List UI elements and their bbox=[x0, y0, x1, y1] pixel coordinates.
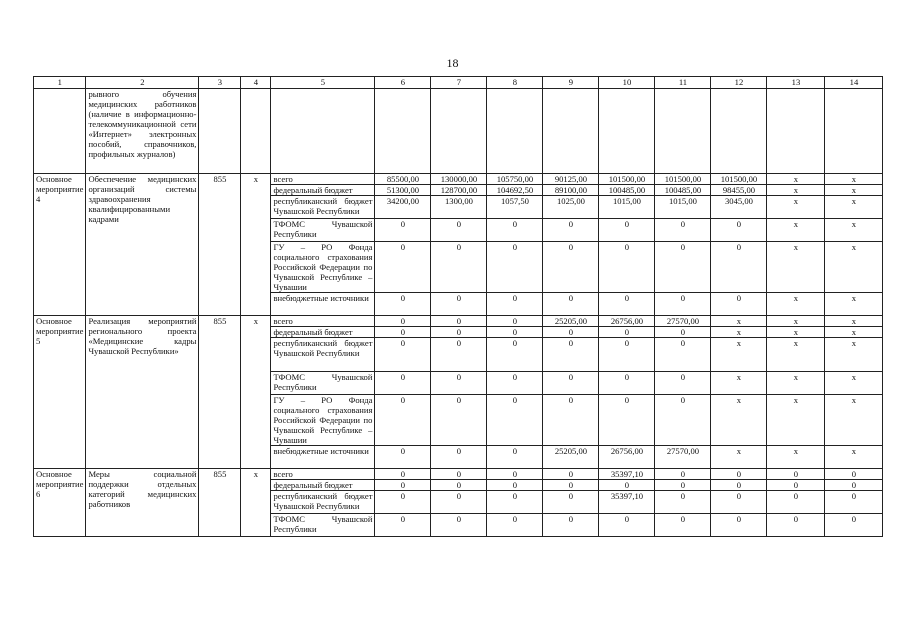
value-cell: 0 bbox=[711, 219, 767, 242]
column-number: 13 bbox=[767, 77, 825, 89]
value-cell: 0 bbox=[711, 491, 767, 514]
value-cell: 0 bbox=[375, 327, 431, 338]
value-cell: x bbox=[711, 327, 767, 338]
value-cell: 0 bbox=[431, 480, 487, 491]
measure-description: Реализация мероприятий регионального проекта «Медицинские кадры Чувашской Республики» bbox=[86, 316, 199, 469]
funding-source: ТФОМС Чувашской Республики bbox=[271, 219, 375, 242]
column-number: 8 bbox=[487, 77, 543, 89]
column-number: 12 bbox=[711, 77, 767, 89]
cell bbox=[431, 89, 487, 174]
value-cell: 85500,00 bbox=[375, 174, 431, 185]
value-cell: 0 bbox=[487, 242, 543, 293]
cell bbox=[767, 89, 825, 174]
value-cell: 0 bbox=[711, 469, 767, 480]
measure-name: Основное мероприятие 6 bbox=[34, 469, 86, 537]
column-number: 3 bbox=[199, 77, 241, 89]
value-cell: 0 bbox=[655, 293, 711, 316]
value-cell: 0 bbox=[487, 395, 543, 446]
value-cell: x bbox=[767, 338, 825, 372]
value-cell: 0 bbox=[375, 491, 431, 514]
value-cell: 0 bbox=[375, 219, 431, 242]
value-cell: x bbox=[825, 446, 883, 469]
cell bbox=[199, 89, 241, 174]
value-cell: x bbox=[825, 185, 883, 196]
cell bbox=[599, 89, 655, 174]
continuation-row bbox=[34, 89, 883, 174]
value-cell: 130000,00 bbox=[431, 174, 487, 185]
value-cell: 0 bbox=[375, 242, 431, 293]
value-cell: 0 bbox=[431, 491, 487, 514]
value-cell: 98455,00 bbox=[711, 185, 767, 196]
value-cell: 0 bbox=[375, 338, 431, 372]
value-cell: 0 bbox=[655, 491, 711, 514]
value-cell: 27570,00 bbox=[655, 446, 711, 469]
value-cell: 101500,00 bbox=[655, 174, 711, 185]
value-cell: x bbox=[767, 185, 825, 196]
value-cell: 0 bbox=[375, 469, 431, 480]
value-cell: 0 bbox=[431, 395, 487, 446]
value-cell: x bbox=[711, 338, 767, 372]
value-cell: 0 bbox=[655, 395, 711, 446]
value-cell: 0 bbox=[767, 480, 825, 491]
cell bbox=[655, 89, 711, 174]
value-cell: x bbox=[767, 196, 825, 219]
value-cell: x bbox=[767, 327, 825, 338]
value-cell: 0 bbox=[487, 293, 543, 316]
budget-table bbox=[33, 76, 883, 537]
cell bbox=[241, 89, 271, 174]
column-number: 14 bbox=[825, 77, 883, 89]
value-cell: 0 bbox=[543, 372, 599, 395]
funding-source: республиканский бюджет Чувашской Республики bbox=[271, 491, 375, 514]
value-cell: 25205,00 bbox=[543, 446, 599, 469]
value-cell: 0 bbox=[599, 514, 655, 537]
funding-source: внебюджетные источники bbox=[271, 293, 375, 316]
value-cell: 0 bbox=[825, 469, 883, 480]
value-cell: 0 bbox=[487, 514, 543, 537]
measure-description: Обеспечение медицинских организаций системы здравоохранения квалифицированными кадрами bbox=[86, 174, 199, 316]
value-cell: 0 bbox=[711, 293, 767, 316]
value-cell: 101500,00 bbox=[711, 174, 767, 185]
value-cell: x bbox=[767, 446, 825, 469]
value-cell: 0 bbox=[655, 327, 711, 338]
value-cell: 0 bbox=[487, 491, 543, 514]
column-number: 11 bbox=[655, 77, 711, 89]
value-cell: 0 bbox=[543, 480, 599, 491]
value-cell: x bbox=[825, 219, 883, 242]
value-cell: 100485,00 bbox=[655, 185, 711, 196]
measure-description: Меры социальной поддержки отдельных категорий медицинских работников bbox=[86, 469, 199, 537]
value-cell: 0 bbox=[599, 219, 655, 242]
value-cell: 0 bbox=[375, 395, 431, 446]
value-cell: 0 bbox=[375, 316, 431, 327]
value-cell: 0 bbox=[655, 480, 711, 491]
value-cell: 0 bbox=[375, 514, 431, 537]
value-cell: 25205,00 bbox=[543, 316, 599, 327]
value-cell: 0 bbox=[543, 242, 599, 293]
table-row bbox=[34, 469, 883, 480]
value-cell: 0 bbox=[599, 338, 655, 372]
value-cell: 0 bbox=[543, 219, 599, 242]
value-cell: 0 bbox=[543, 327, 599, 338]
value-cell: 0 bbox=[599, 395, 655, 446]
value-cell: x bbox=[711, 395, 767, 446]
value-cell: 0 bbox=[825, 514, 883, 537]
value-cell: 35397,10 bbox=[599, 469, 655, 480]
value-cell: 0 bbox=[825, 491, 883, 514]
cell bbox=[34, 89, 86, 174]
value-cell: 0 bbox=[487, 446, 543, 469]
table-row bbox=[34, 316, 883, 327]
measure-col4: x bbox=[241, 174, 271, 316]
value-cell: 0 bbox=[431, 293, 487, 316]
value-cell: 26756,00 bbox=[599, 446, 655, 469]
value-cell: 0 bbox=[711, 242, 767, 293]
value-cell: 0 bbox=[431, 219, 487, 242]
value-cell: 0 bbox=[599, 242, 655, 293]
value-cell: 0 bbox=[767, 514, 825, 537]
value-cell: 0 bbox=[543, 338, 599, 372]
value-cell: x bbox=[711, 446, 767, 469]
cell bbox=[271, 89, 375, 174]
value-cell: 0 bbox=[543, 491, 599, 514]
value-cell: 0 bbox=[487, 327, 543, 338]
value-cell: 0 bbox=[431, 316, 487, 327]
header-row bbox=[34, 77, 883, 89]
value-cell: x bbox=[825, 242, 883, 293]
measure-code: 855 bbox=[199, 469, 241, 537]
value-cell: 0 bbox=[655, 242, 711, 293]
value-cell: 90125,00 bbox=[543, 174, 599, 185]
column-number: 1 bbox=[34, 77, 86, 89]
value-cell: 0 bbox=[655, 219, 711, 242]
value-cell: 1300,00 bbox=[431, 196, 487, 219]
value-cell: 0 bbox=[431, 242, 487, 293]
value-cell: 0 bbox=[599, 327, 655, 338]
value-cell: 1015,00 bbox=[655, 196, 711, 219]
value-cell: x bbox=[825, 196, 883, 219]
value-cell: 0 bbox=[375, 293, 431, 316]
funding-source: всего bbox=[271, 316, 375, 327]
measure-name: Основное мероприятие 4 bbox=[34, 174, 86, 316]
value-cell: x bbox=[767, 219, 825, 242]
continuation-text: рывного обучения медицинских работников (наличие в информационно-телекоммуникационной сети «Интернет» электронных пособий, справочников, профильных журналов) bbox=[86, 89, 199, 174]
funding-source: федеральный бюджет bbox=[271, 480, 375, 491]
value-cell: 0 bbox=[487, 219, 543, 242]
measure-code: 855 bbox=[199, 316, 241, 469]
measure-col4: x bbox=[241, 316, 271, 469]
value-cell: 0 bbox=[431, 469, 487, 480]
measure-col4: x bbox=[241, 469, 271, 537]
value-cell: x bbox=[825, 174, 883, 185]
column-number: 2 bbox=[86, 77, 199, 89]
value-cell: x bbox=[825, 316, 883, 327]
cell bbox=[711, 89, 767, 174]
value-cell: 0 bbox=[431, 446, 487, 469]
funding-source: ТФОМС Чувашской Республики bbox=[271, 372, 375, 395]
value-cell: 0 bbox=[825, 480, 883, 491]
value-cell: 35397,10 bbox=[599, 491, 655, 514]
value-cell: x bbox=[767, 372, 825, 395]
value-cell: x bbox=[711, 316, 767, 327]
value-cell: 0 bbox=[599, 293, 655, 316]
value-cell: x bbox=[825, 338, 883, 372]
funding-source: федеральный бюджет bbox=[271, 327, 375, 338]
value-cell: 0 bbox=[431, 514, 487, 537]
value-cell: 0 bbox=[543, 469, 599, 480]
value-cell: 0 bbox=[487, 316, 543, 327]
value-cell: 0 bbox=[599, 372, 655, 395]
value-cell: 0 bbox=[487, 372, 543, 395]
value-cell: 101500,00 bbox=[599, 174, 655, 185]
value-cell: 1015,00 bbox=[599, 196, 655, 219]
value-cell: 0 bbox=[711, 480, 767, 491]
funding-source: республиканский бюджет Чувашской Республики bbox=[271, 196, 375, 219]
value-cell: x bbox=[825, 293, 883, 316]
funding-source: ТФОМС Чувашской Республики bbox=[271, 514, 375, 537]
value-cell: 3045,00 bbox=[711, 196, 767, 219]
value-cell: 0 bbox=[543, 293, 599, 316]
value-cell: x bbox=[825, 395, 883, 446]
value-cell: 1025,00 bbox=[543, 196, 599, 219]
value-cell: x bbox=[825, 372, 883, 395]
value-cell: x bbox=[767, 316, 825, 327]
value-cell: x bbox=[767, 293, 825, 316]
value-cell: 51300,00 bbox=[375, 185, 431, 196]
column-number: 10 bbox=[599, 77, 655, 89]
value-cell: 34200,00 bbox=[375, 196, 431, 219]
cell bbox=[543, 89, 599, 174]
measure-name: Основное мероприятие 5 bbox=[34, 316, 86, 469]
value-cell: 89100,00 bbox=[543, 185, 599, 196]
value-cell: 0 bbox=[431, 338, 487, 372]
value-cell: 0 bbox=[543, 395, 599, 446]
funding-source: всего bbox=[271, 174, 375, 185]
value-cell: 100485,00 bbox=[599, 185, 655, 196]
column-number: 5 bbox=[271, 77, 375, 89]
value-cell: 104692,50 bbox=[487, 185, 543, 196]
value-cell: 0 bbox=[431, 327, 487, 338]
value-cell: 26756,00 bbox=[599, 316, 655, 327]
column-number: 7 bbox=[431, 77, 487, 89]
funding-source: республиканский бюджет Чувашской Республики bbox=[271, 338, 375, 372]
value-cell: 0 bbox=[767, 469, 825, 480]
value-cell: 0 bbox=[487, 338, 543, 372]
cell bbox=[825, 89, 883, 174]
value-cell: x bbox=[711, 372, 767, 395]
value-cell: 0 bbox=[375, 446, 431, 469]
column-number: 6 bbox=[375, 77, 431, 89]
column-number: 4 bbox=[241, 77, 271, 89]
funding-source: федеральный бюджет bbox=[271, 185, 375, 196]
table-row bbox=[34, 174, 883, 185]
measure-code: 855 bbox=[199, 174, 241, 316]
value-cell: 0 bbox=[431, 372, 487, 395]
value-cell: 0 bbox=[543, 514, 599, 537]
value-cell: 0 bbox=[767, 491, 825, 514]
value-cell: 0 bbox=[655, 514, 711, 537]
page-number: 18 bbox=[446, 56, 459, 70]
value-cell: 0 bbox=[375, 480, 431, 491]
value-cell: x bbox=[825, 327, 883, 338]
funding-source: ГУ – РО Фонда социального страхования Российской Федерации по Чувашской Республике – Чувашии bbox=[271, 395, 375, 446]
value-cell: 1057,50 bbox=[487, 196, 543, 219]
value-cell: 0 bbox=[487, 469, 543, 480]
value-cell: 0 bbox=[375, 372, 431, 395]
column-number: 9 bbox=[543, 77, 599, 89]
cell bbox=[487, 89, 543, 174]
value-cell: 0 bbox=[711, 514, 767, 537]
funding-source: всего bbox=[271, 469, 375, 480]
funding-source: внебюджетные источники bbox=[271, 446, 375, 469]
value-cell: 0 bbox=[655, 372, 711, 395]
value-cell: 0 bbox=[655, 469, 711, 480]
value-cell: 0 bbox=[487, 480, 543, 491]
value-cell: 27570,00 bbox=[655, 316, 711, 327]
value-cell: 105750,00 bbox=[487, 174, 543, 185]
value-cell: x bbox=[767, 395, 825, 446]
value-cell: x bbox=[767, 242, 825, 293]
value-cell: 0 bbox=[655, 338, 711, 372]
funding-source: ГУ – РО Фонда социального страхования Российской Федерации по Чувашской Республике – Чувашии bbox=[271, 242, 375, 293]
value-cell: x bbox=[767, 174, 825, 185]
value-cell: 0 bbox=[599, 480, 655, 491]
value-cell: 128700,00 bbox=[431, 185, 487, 196]
cell bbox=[375, 89, 431, 174]
